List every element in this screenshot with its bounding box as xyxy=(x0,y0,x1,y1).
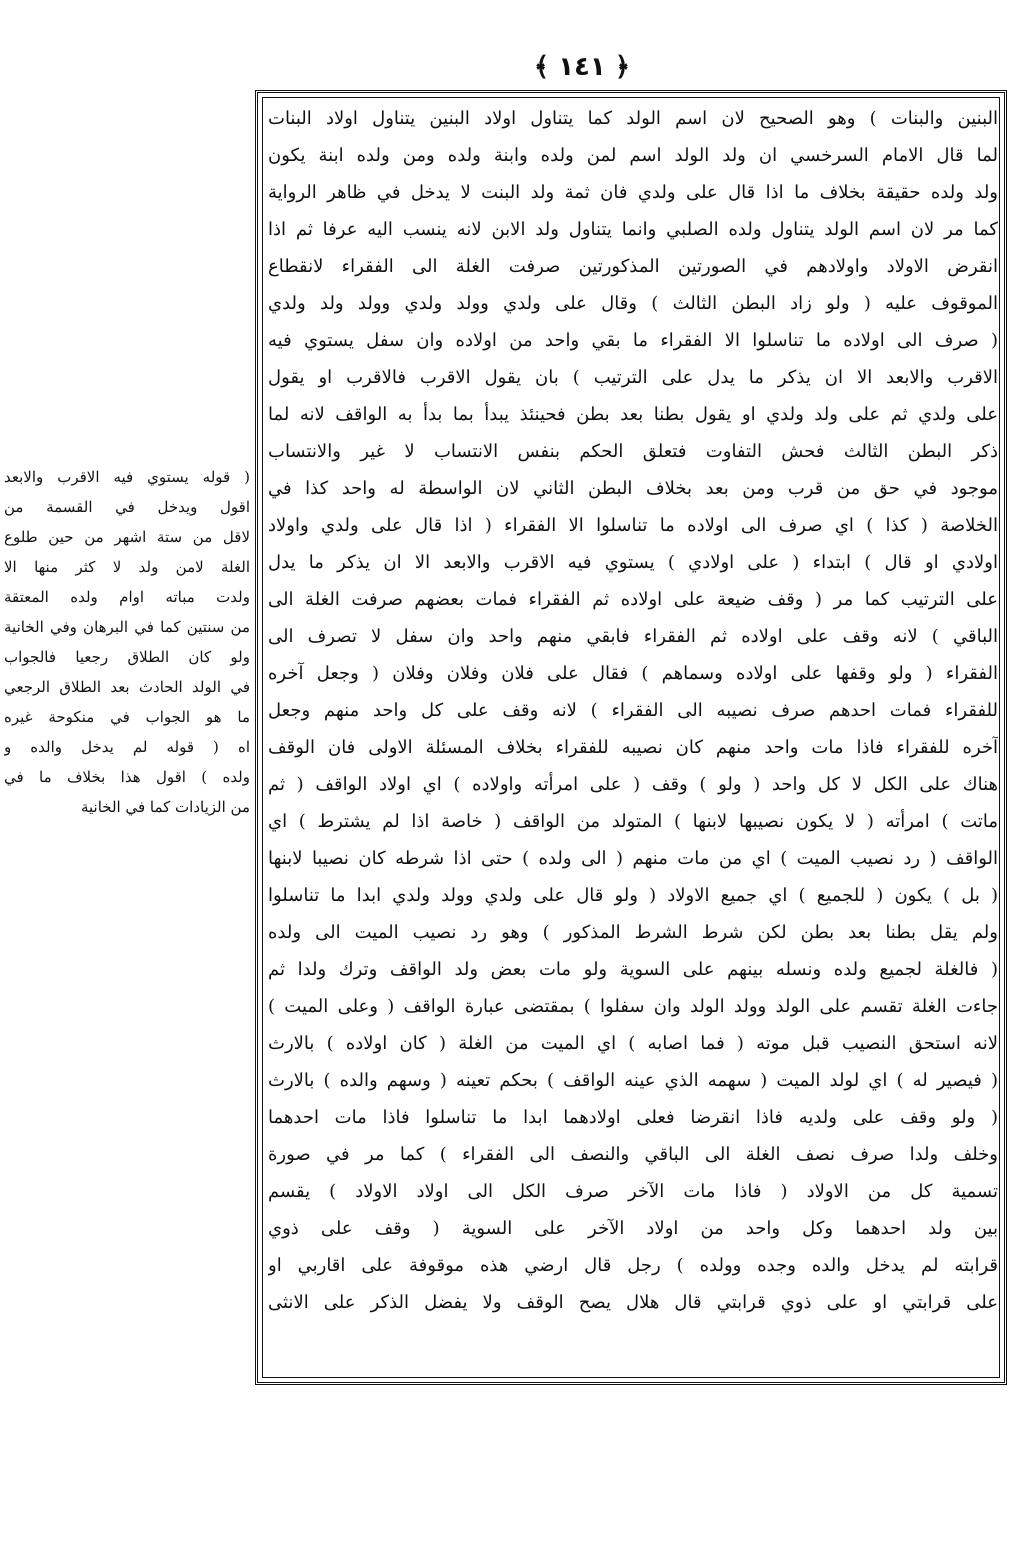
main-text-line: وخلف ولدا صرف نصف الغلة الى الباقي والنصف الى الفقراء ) كما مر في صورة xyxy=(268,1144,998,1165)
main-text-line: ( ولو وقف على ولديه فاذا انقرضا فعلى اولادهما ابدا ما تناسلوا فاذا مات احدهما xyxy=(268,1107,998,1128)
main-text-line: ( فيصير له ) اي لولد الميت ( سهمه الذي عينه الواقف ) بحكم تعينه ( وسهم والده ) بالارث xyxy=(268,1070,998,1091)
main-text-block xyxy=(268,100,998,1321)
margin-gloss-line: ولو كان الطلاق رجعيا فالجواب xyxy=(4,648,250,666)
main-text-line: موجود في حق من قرب ومن بعد بخلاف البطن الثاني لان الواسطة له واحد كذا في xyxy=(268,478,998,499)
margin-gloss-line: ولدت مباته اوام ولده المعتقة xyxy=(4,588,250,606)
main-text-line: تسمية كل من الاولاد ( فاذا مات الآخر صرف الكل الى اولاد الاولاد ) يقسم xyxy=(268,1181,998,1202)
main-text-line: انقرض الاولاد واولادهم في الصورتين المذكورتين صرفت الغلة الى الفقراء لانقطاع xyxy=(268,256,998,277)
main-text-line: ولم يقل بطنا بعد بطن لكن شرط الشرط المذكور ) وهو رد نصيب الميت الى ولده xyxy=(268,922,998,943)
main-text-line: الباقي ) لانه وقف على اولاده ثم الفقراء فابقي منهم واحد وان سفل لا تصرف الى xyxy=(268,626,998,647)
main-text-line: على ولدي ثم على ولد ولدي او يقول بطنا بعد بطن فحينئذ يبدأ بما بدأ به الواقف لانه لما xyxy=(268,404,998,425)
margin-gloss-line: ما هو الجواب في منكوحة غيره xyxy=(4,708,250,726)
margin-gloss-block xyxy=(4,462,250,822)
margin-gloss-line: الغلة لامن ولد لا كثر منها الا xyxy=(4,558,250,576)
main-text-line: ( بل ) يكون ( للجميع ) اي جميع الاولاد ( ولو قال على ولدي وولد ولدي ابدا ما تناسلوا xyxy=(268,885,998,906)
main-text-line: على قرابتي او على ذوي قرابتي قال هلال يصح الوقف ولا يفضل الذكر على الانثى xyxy=(268,1292,998,1313)
margin-gloss-line: من سنتين كما في البرهان وفي الخانية xyxy=(4,618,250,636)
margin-gloss-line: في الولد الحادث بعد الطلاق الرجعي xyxy=(4,678,250,696)
margin-gloss-line: اقول ويدخل في القسمة من xyxy=(4,498,250,516)
main-text-line: الموقوف عليه ( ولو زاد البطن الثالث ) وقال على ولدي وولد ولدي وولد ولد ولدي xyxy=(268,293,998,314)
main-text-line: ( صرف الى اولاده ما تناسلوا الا الفقراء ما بقي واحد من اولاده وان سفل يستوي فيه xyxy=(268,330,998,351)
margin-gloss-line: لاقل من ستة اشهر من حين طلوع xyxy=(4,528,250,546)
main-text-line: اولادي او قال ) ابتداء ( على اولادي ) يستوي فيه الاقرب والابعد الا ان يذكر ما يدل xyxy=(268,552,998,573)
main-text-line: الواقف ( رد نصيب الميت ) اي من مات منهم ( الى ولده ) حتى اذا شرطه كان نصيبا لابنها xyxy=(268,848,998,869)
main-text-line: ذكر البطن الثالث فحش التفاوت فتعلق الحكم بنفس الانتساب لا غير والانتساب xyxy=(268,441,998,462)
main-text-line: هناك على الكل لا كل واحد ( ولو ) وقف ( على امرأته واولاده ) اي اولاد الواقف ( ثم xyxy=(268,774,998,795)
main-text-line: ولد ولده حقيقة بخلاف ما اذا قال على ولدي فان ثمة ولد البنت لا يدخل في ظاهر الرواية xyxy=(268,182,998,203)
main-text-line: كما مر لان اسم الولد يتناول ولده الصلبي وانما يتناول ولد الابن لانه ينسب اليه عرفا ثم اذا xyxy=(268,219,998,240)
margin-gloss-line: ولده ) اقول هذا بخلاف ما في xyxy=(4,768,250,786)
main-text-line: البنين والبنات ) وهو الصحيح لان اسم الولد كما يتناول اولاد البنين يتناول اولاد البنات xyxy=(268,108,998,129)
main-text-line: للفقراء فمات احدهم صرف نصيبه الى الفقراء ) لانه وقف على كل واحد منهم وجعل xyxy=(268,700,998,721)
main-text-line: بين ولد احدهما وكل واحد من اولاد الآخر على السوية ( وقف على ذوي xyxy=(268,1218,998,1239)
main-text-line: الاقرب والابعد الا ان يذكر ما يدل على الترتيب ) بان يقول الاقرب فالاقرب او يقول xyxy=(268,367,998,388)
main-text-line: لما قال الامام السرخسي ان ولد الولد اسم لمن ولده وابنة ولده ومن ولده ابنة يكون xyxy=(268,145,998,166)
main-text-line: جاءت الغلة تقسم على الولد وولد الولد وان سفلوا ) بمقتضى عبارة الواقف ( وعلى الميت ) xyxy=(268,996,998,1017)
main-text-line: قرابته لم يدخل والده وجده وولده ) رجل قال ارضي هذه موقوفة على اقاربي او xyxy=(268,1255,998,1276)
main-text-line: ماتت ) امرأته ( لا يكون نصيبها لابنها ) المتولد من الواقف ( خاصة اذا لم يشترط ) اي xyxy=(268,811,998,832)
main-text-line: آخره للفقراء فاذا مات واحد منهم كان نصيبه للفقراء بخلاف المسئلة الاولى فان الوقف xyxy=(268,737,998,758)
main-text-line: لانه استحق النصيب قبل موته ( فما اصابه ) اي الميت من الغلة ( كان اولاده ) بالارث xyxy=(268,1033,998,1054)
main-text-line: الفقراء ( ولو وقفها على اولاده وسماهم ) فقال على فلان وفلان وفلان ( وجعل آخره xyxy=(268,663,998,684)
margin-gloss-line: ( قوله يستوي فيه الاقرب والابعد xyxy=(4,468,250,486)
margin-gloss-line: من الزيادات كما في الخانية xyxy=(80,798,250,816)
main-text-line: ( فالغلة لجميع ولده ونسله بينهم على السوية ولو مات بعض ولد الواقف وترك ولدا ثم xyxy=(268,959,998,980)
margin-gloss-line: اه ( قوله لم يدخل والده و xyxy=(4,738,250,756)
main-text-line: الخلاصة ( كذا ) اي صرف الى اولاده ما تناسلوا الا الفقراء ( اذا قال على ولدي واولاد xyxy=(268,515,998,536)
page-number: ﴿ ١٤١ ﴾ xyxy=(533,52,631,82)
main-text-line: على الترتيب كما مر ( وقف ضيعة على اولاده ثم الفقراء فمات بعضهم صرفت الغلة الى xyxy=(268,589,998,610)
